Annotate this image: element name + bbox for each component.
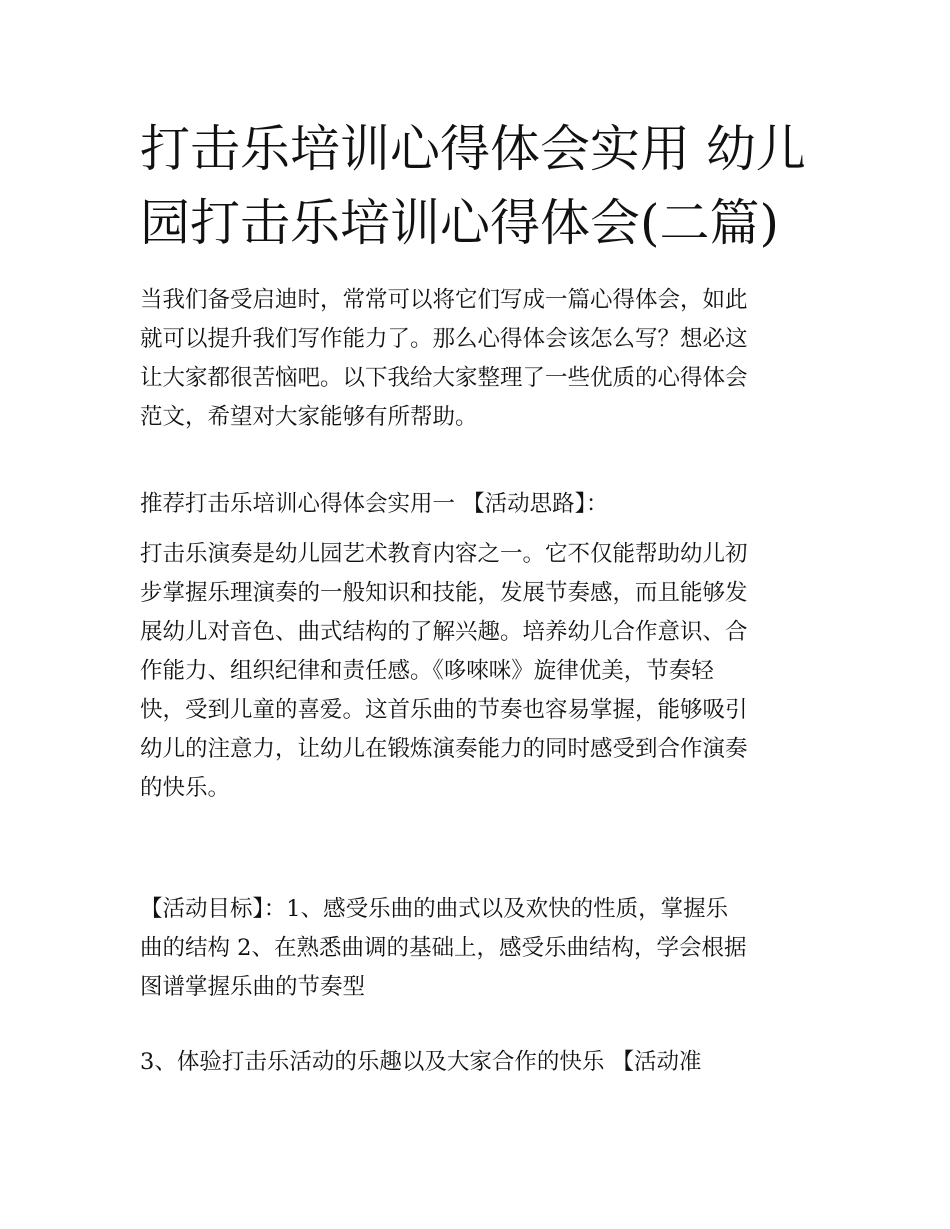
text-line: 幼儿的注意力，让幼儿在锻炼演奏能力的同时感受到合作演奏 (140, 736, 748, 762)
text-line: 范文，希望对大家能够有所帮助。 (140, 404, 478, 430)
text-line: 曲的结构 2、在熟悉曲调的基础上，感受乐曲结构，学会根据 (140, 935, 747, 961)
text-line: 的快乐。 (140, 775, 231, 801)
section-heading-paragraph (140, 485, 830, 524)
text-line: 推荐打击乐培训心得体会实用一 【活动思路】： (140, 491, 609, 517)
text-line: 让大家都很苦恼吧。以下我给大家整理了一些优质的心得体会 (140, 365, 748, 391)
text-line: 就可以提升我们写作能力了。那么心得体会该怎么写？想必这 (140, 326, 748, 352)
text-line: 图谱掌握乐曲的节奏型 (140, 974, 366, 1000)
text-line: 【活动目标】：1、感受乐曲的曲式以及欢快的性质，掌握乐 (140, 896, 729, 922)
text-line: 作能力、组织纪律和责任感。《哆唻咪》旋律优美，节奏轻 (140, 658, 714, 684)
activity-goals-paragraph (140, 890, 830, 1007)
activity-experience-paragraph (140, 1043, 830, 1082)
activity-idea-paragraph (140, 535, 830, 808)
text-line: 当我们备受启迪时，常常可以将它们写成一篇心得体会，如此 (140, 287, 748, 313)
text-line: 步掌握乐理演奏的一般知识和技能，发展节奏感，而且能够发 (140, 580, 748, 606)
document-title (140, 112, 830, 260)
text-line: 3、体验打击乐活动的乐趣以及大家合作的快乐 【活动准 (140, 1049, 702, 1075)
title-line-2: 园打击乐培训心得体会(二篇) (140, 194, 780, 252)
title-line-1: 打击乐培训心得体会实用 幼儿 (140, 120, 806, 178)
text-line: 展幼儿对音色、曲式结构的了解兴趣。培养幼儿合作意识、合 (140, 619, 748, 645)
intro-paragraph (140, 281, 830, 437)
text-line: 打击乐演奏是幼儿园艺术教育内容之一。它不仅能帮助幼儿初 (140, 541, 748, 567)
text-line: 快，受到儿童的喜爱。这首乐曲的节奏也容易掌握，能够吸引 (140, 697, 748, 723)
